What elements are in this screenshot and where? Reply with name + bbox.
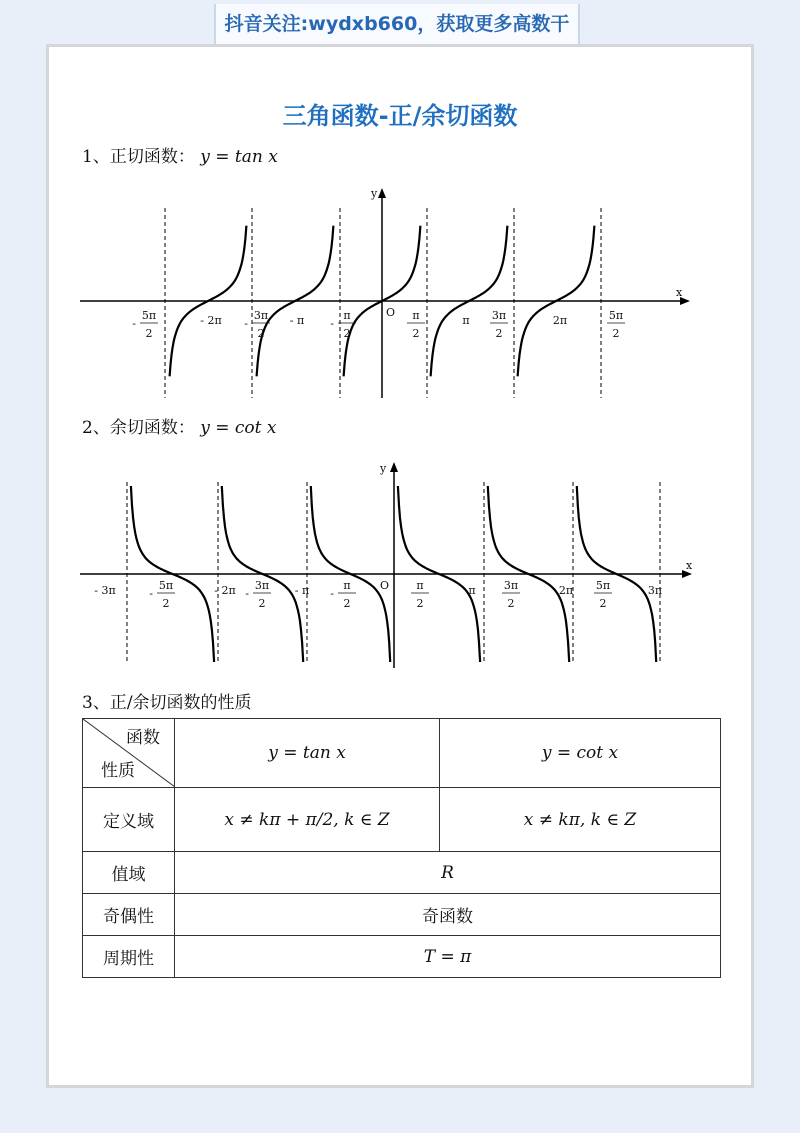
svg-text:3π: 3π xyxy=(491,309,507,322)
svg-text:2: 2 xyxy=(257,327,265,340)
svg-text:π: π xyxy=(468,584,476,597)
domain-tan: x ≠ kπ + π/2, k ∈ Z xyxy=(175,788,440,852)
svg-text:5π: 5π xyxy=(141,309,157,322)
svg-text:2π: 2π xyxy=(558,584,574,597)
svg-text:2: 2 xyxy=(343,597,351,610)
tan-origin-label: O xyxy=(386,306,396,319)
svg-text:2: 2 xyxy=(412,327,420,340)
svg-text:-: - xyxy=(330,587,334,600)
svg-text:-: - xyxy=(149,587,153,600)
svg-text:2: 2 xyxy=(145,327,153,340)
cot-tick-label xyxy=(648,584,662,597)
cot-tick-label xyxy=(94,584,115,597)
row-label-domain: 定义域 xyxy=(83,788,175,852)
svg-text:π: π xyxy=(343,309,351,322)
svg-text:2: 2 xyxy=(495,327,503,340)
svg-text:- π: - π xyxy=(289,314,305,327)
table-corner-cell xyxy=(83,719,175,788)
properties-table xyxy=(82,718,721,978)
section-2-formula: y = cot x xyxy=(200,418,277,438)
cot-tick-label xyxy=(559,584,573,597)
header-tan: y = tan x xyxy=(175,719,440,788)
svg-text:-: - xyxy=(244,317,248,330)
row-label-range: 值域 xyxy=(83,852,175,894)
cot-tick-label xyxy=(214,584,235,597)
domain-cot: x ≠ kπ, k ∈ Z xyxy=(440,788,721,852)
cot-tick-label xyxy=(594,579,612,610)
svg-text:π: π xyxy=(462,314,470,327)
cot-y-axis-label: y xyxy=(380,462,387,475)
cot-origin-label: O xyxy=(380,579,390,592)
svg-text:2: 2 xyxy=(258,597,266,610)
svg-text:5π: 5π xyxy=(158,579,174,592)
svg-text:3π: 3π xyxy=(503,579,519,592)
svg-text:π: π xyxy=(412,309,420,322)
svg-text:2: 2 xyxy=(612,327,620,340)
section-3-label: 3、正/余切函数的性质 xyxy=(82,693,252,713)
table-row xyxy=(83,788,721,852)
row-label-period: 周期性 xyxy=(83,936,175,978)
svg-text:5π: 5π xyxy=(608,309,624,322)
svg-text:-: - xyxy=(132,317,136,330)
range-value: R xyxy=(175,852,721,894)
tan-y-axis-label: y xyxy=(371,187,378,200)
header-cot: y = cot x xyxy=(440,719,721,788)
svg-text:2: 2 xyxy=(343,327,351,340)
table-header-row xyxy=(83,719,721,788)
svg-text:3π: 3π xyxy=(254,579,270,592)
period-value: T = π xyxy=(175,936,721,978)
svg-text:- 3π: - 3π xyxy=(94,584,116,597)
corner-top-label: 函数 xyxy=(126,728,160,748)
svg-text:3π: 3π xyxy=(253,309,269,322)
svg-text:3π: 3π xyxy=(647,584,663,597)
svg-text:π: π xyxy=(416,579,424,592)
banner: 抖音关注:wydxb660，获取更多高数干 xyxy=(214,4,580,46)
page-title: 三角函数-正/余切函数 xyxy=(282,102,518,130)
cot-tick-label xyxy=(245,579,271,610)
svg-text:2: 2 xyxy=(416,597,424,610)
svg-text:-: - xyxy=(330,317,334,330)
tan-x-axis-label: x xyxy=(676,286,683,299)
corner-bottom-label: 性质 xyxy=(101,761,135,781)
cot-tick-label xyxy=(330,579,356,610)
cot-tick-label xyxy=(468,584,475,597)
svg-text:2: 2 xyxy=(507,597,515,610)
svg-text:-: - xyxy=(245,587,249,600)
cot-tick-label xyxy=(411,579,429,610)
svg-text:2: 2 xyxy=(599,597,607,610)
section-1-formula: y = tan x xyxy=(200,147,278,167)
section-3-heading xyxy=(82,688,252,713)
svg-text:2: 2 xyxy=(162,597,170,610)
cot-tick-label xyxy=(502,579,520,610)
svg-text:- 2π: - 2π xyxy=(200,314,222,327)
table-row xyxy=(83,852,721,894)
cot-tick-label xyxy=(295,584,309,597)
svg-text:2π: 2π xyxy=(552,314,568,327)
cot-x-axis-label: x xyxy=(686,559,693,572)
svg-text:5π: 5π xyxy=(595,579,611,592)
table-row xyxy=(83,936,721,978)
svg-text:- 2π: - 2π xyxy=(214,584,236,597)
row-label-parity: 奇偶性 xyxy=(83,894,175,936)
section-1-label: 1、正切函数： xyxy=(82,147,195,167)
section-2-label: 2、余切函数： xyxy=(82,418,195,438)
cot-tick-label xyxy=(149,579,175,610)
parity-value: 奇函数 xyxy=(175,894,721,936)
table-row xyxy=(83,894,721,936)
svg-text:π: π xyxy=(343,579,351,592)
svg-text:- π: - π xyxy=(294,584,310,597)
